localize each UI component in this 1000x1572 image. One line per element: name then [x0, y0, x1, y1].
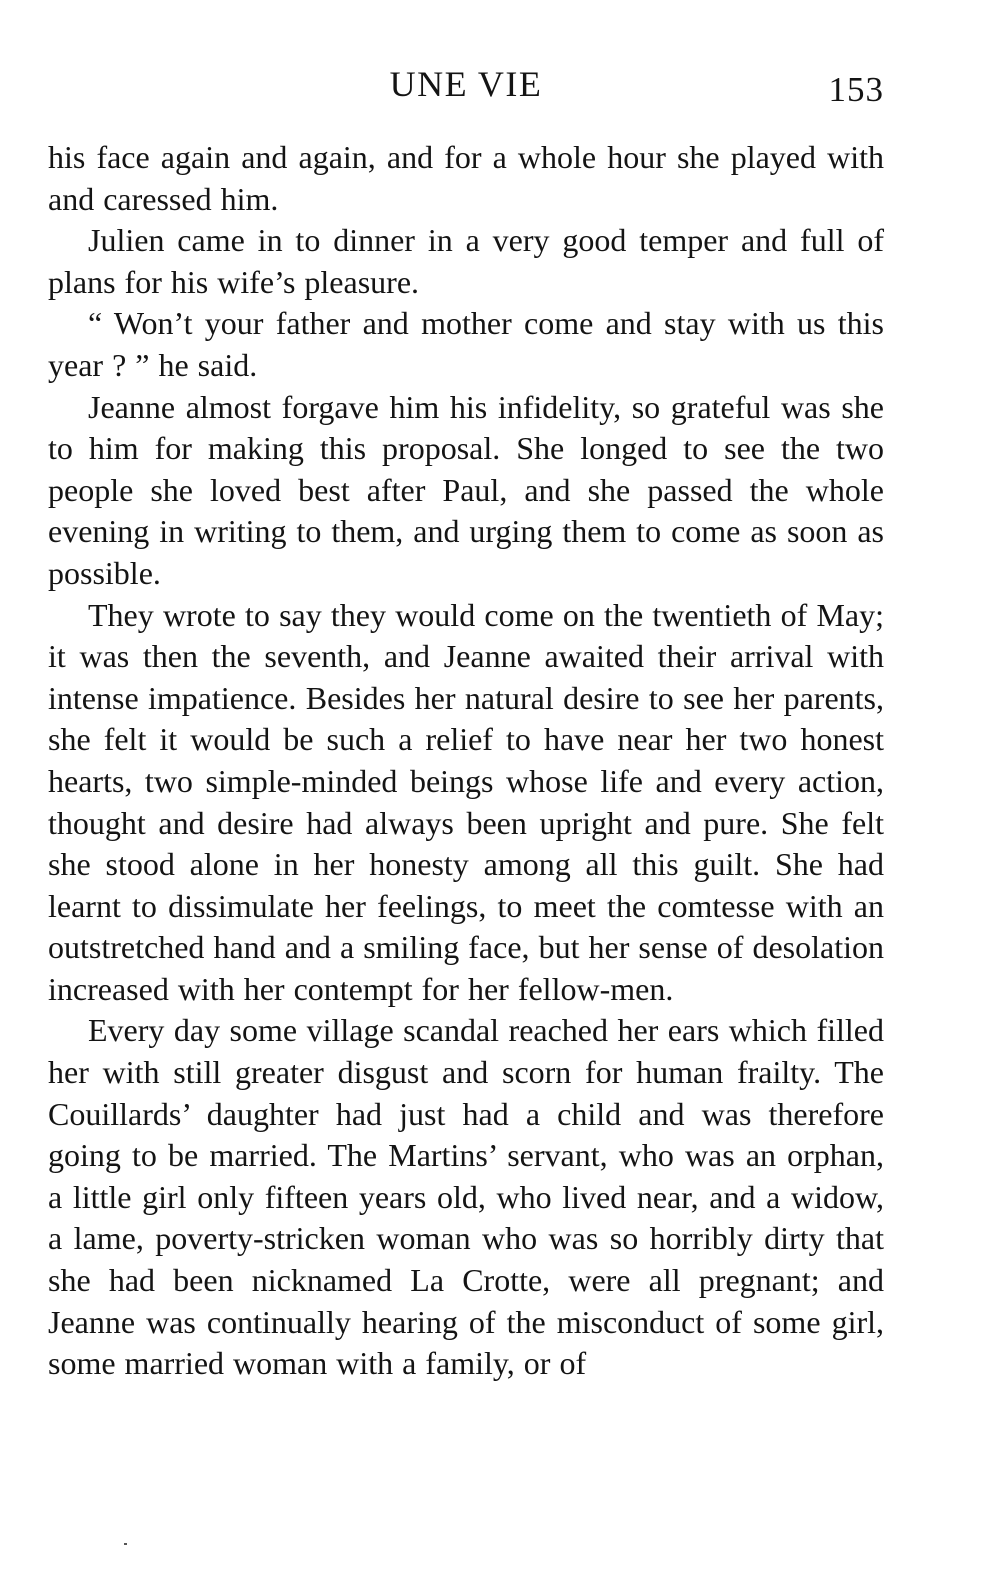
paragraph: Every day some village scandal reached her ears which filled her with still greater disgust and scorn for human frailty. The Couillards’ daughter had just had a child and was therefore going to be married. The Martins’ servant, who was an orphan, a little girl only fifteen years old, who lived near, and a widow, a lame, poverty-stricken woman who was so horribly dirty that she had been nicknamed La Crotte, were all pregnant; and Jeanne was continually hearing of the misconduct of some girl, some married woman with a family, or of [48, 1012, 884, 1382]
paragraph: “ Won’t your father and mother come and stay with us this year ? ” he said. [48, 305, 884, 383]
page-header [48, 60, 884, 108]
page-number: 153 [828, 70, 884, 109]
page-body [48, 137, 884, 1385]
running-head: UNE VIE [389, 64, 543, 104]
paragraph: Julien came in to dinner in a very good temper and full of plans for his wife’s pleasure. [48, 222, 884, 300]
paragraph: Jeanne almost forgave him his infidelity, so grateful was she to him for making this proposal. She longed to see the two people she loved best after Paul, and she passed the whole evening in writing to them, and urging them to come as soon as possible. [48, 388, 884, 591]
paragraph: his face again and again, and for a whole hour she played with and caressed him. [48, 139, 884, 217]
paragraph: They wrote to say they would come on the twentieth of May; it was then the seventh, and Jeanne awaited their arrival with intense impatience. Besides her natural desire to see her parents, she felt it would be such a relief to have near her two honest hearts, two simple-minded beings whose life and every action, thought and desire had always been upright and pure. She felt she stood alone in her honesty among all this guilt. She had learnt to dissimulate her feelings, to meet the comtesse with an outstretched hand and a smiling face, but her sense of desolation increased with her contempt for her fellow-men. [48, 596, 884, 1007]
print-speck [124, 1543, 127, 1545]
